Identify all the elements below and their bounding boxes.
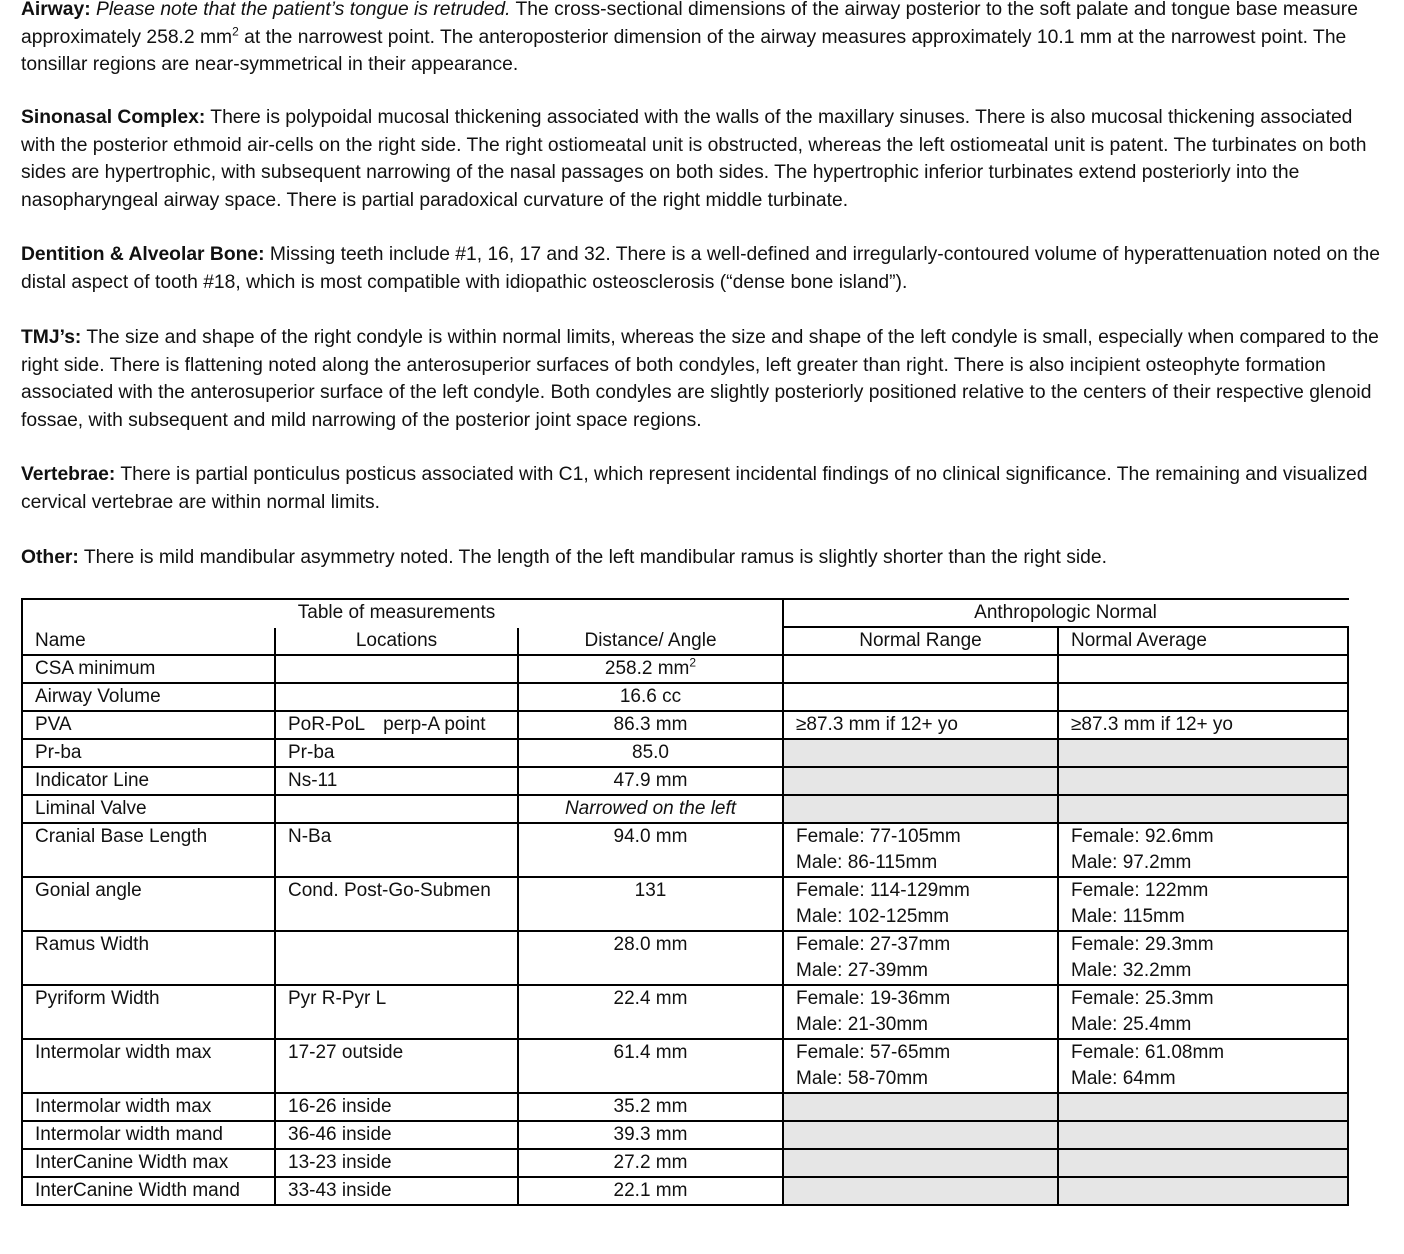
row-location: 13-23 inside [275,1149,518,1177]
table-row [22,931,1348,985]
row-range: Female: 19-36mm Male: 21-30mm [783,985,1058,1039]
table-row [22,1039,1348,1093]
row-average [1058,795,1348,823]
row-average [1058,1177,1348,1205]
row-range: ≥87.3 mm if 12+ yo [783,711,1058,739]
row-name: Gonial angle [22,877,275,931]
sinonasal-paragraph [21,104,1381,214]
dentition-heading: Dentition & Alveolar Bone: [21,244,265,265]
table-row [22,767,1348,795]
table-title: Table of measurements [275,599,518,627]
tmj-text: The size and shape of the right condyle is within normal limits, whereas the size and shape of the left condyle is small, especially when compared to the right side. There is flattening noted along the anterosuperior surfaces of both condyles, left greater than right. There is also incipient osteophyte formation associated with the anterosuperior surface of the left condyle. Both condyles are slightly posteriorly positioned relative to the centers of their respective glenoid fossae, with subsequent and mild narrowing of the posterior joint space regions. [21,327,1379,431]
row-distance: 22.1 mm [518,1177,783,1205]
row-name: Airway Volume [22,683,275,711]
row-range [783,1093,1058,1121]
col-header-name: Name [22,627,275,655]
row-distance: Narrowed on the left [518,795,783,823]
row-name: Intermolar width max [22,1093,275,1121]
row-range: Female: 57-65mm Male: 58-70mm [783,1039,1058,1093]
row-average [1058,767,1348,795]
row-distance: 258.2 $mm^2$ [518,655,783,683]
row-location: N-Ba [275,823,518,877]
vertebrae-paragraph [21,461,1381,516]
sinonasal-text: There is polypoidal mucosal thickening associated with the walls of the maxillary sinuses. There is also mucosal thickening associated with the posterior ethmoid air-cells on the right side. The right ostiomeatal unit is obstructed, whereas the left ostiomeatal unit is patent. The turbinates on both sides are hypertrophic, with subsequent narrowing of the nasal passages on both sides. The hypertrophic inferior turbinates extend posteriorly into the nasopharyngeal airway space. There is partial paradoxical curvature of the right middle turbinate. [21,107,1367,211]
row-location: Pyr R-Pyr L [275,985,518,1039]
title-spacer-cell [22,599,275,627]
table-header-row [22,627,1348,655]
table-title-row [22,599,1348,627]
table-row [22,877,1348,931]
row-average [1058,655,1348,683]
row-name: Pr-ba [22,739,275,767]
airway-text-a: The cross-sectional dimensions of the airway posterior to the soft palate and tongue base measure approximately 258.2 mm [21,0,1358,48]
row-average [1058,1121,1348,1149]
row-average: Female: 92.6mm Male: 97.2mm [1058,823,1348,877]
row-location [275,683,518,711]
row-range [783,767,1058,795]
airway-note: Please note that the patient’s tongue is retruded. [96,0,511,20]
row-average [1058,739,1348,767]
row-distance: 85.0 [518,739,783,767]
row-name: Pyriform Width [22,985,275,1039]
other-text: There is mild mandibular asymmetry noted. The length of the left mandibular ramus is slightly shorter than the right side. [78,547,1107,568]
row-location: Pr-ba [275,739,518,767]
row-range: Female: 77-105mm Male: 86-115mm [783,823,1058,877]
row-location: 36-46 inside [275,1121,518,1149]
row-location [275,655,518,683]
row-name: Ramus Width [22,931,275,985]
row-name: Intermolar width max [22,1039,275,1093]
row-location: 33-43 inside [275,1177,518,1205]
row-name: InterCanine Width max [22,1149,275,1177]
row-distance: 86.3 mm [518,711,783,739]
row-distance: 39.3 mm [518,1121,783,1149]
row-name: InterCanine Width mand [22,1177,275,1205]
col-header-distance: Distance/ Angle [518,627,783,655]
row-name: Cranial Base Length [22,823,275,877]
row-average: Female: 25.3mm Male: 25.4mm [1058,985,1348,1039]
sinonasal-heading: Sinonasal Complex: [21,107,206,128]
row-location: Ns-11 [275,767,518,795]
vertebrae-heading: Vertebrae: [21,464,116,485]
table-row [22,1177,1348,1205]
row-average: Female: 29.3mm Male: 32.2mm [1058,931,1348,985]
row-range [783,655,1058,683]
row-average: Female: 122mm Male: 115mm [1058,877,1348,931]
row-range [783,1121,1058,1149]
row-distance: 47.9 mm [518,767,783,795]
row-name: CSA minimum [22,655,275,683]
row-range: Female: 27-37mm Male: 27-39mm [783,931,1058,985]
tmj-heading: TMJ’s: [21,327,82,348]
row-distance: 22.4 mm [518,985,783,1039]
col-header-locations: Locations [275,627,518,655]
row-average [1058,1093,1348,1121]
row-location: 16-26 inside [275,1093,518,1121]
row-distance: 16.6 cc [518,683,783,711]
row-name: Intermolar width mand [22,1121,275,1149]
row-range [783,739,1058,767]
tmj-paragraph [21,324,1381,434]
table-row [22,683,1348,711]
vertebrae-text: There is partial ponticulus posticus associated with C1, which represent incidental findings of no clinical significance. The remaining and visualized cervical vertebrae are within normal limits. [21,464,1368,513]
row-distance: 61.4 mm [518,1039,783,1093]
table-row [22,711,1348,739]
row-range [783,1177,1058,1205]
row-name: Indicator Line [22,767,275,795]
row-range: Female: 114-129mm Male: 102-125mm [783,877,1058,931]
airway-paragraph [21,0,1381,79]
group-header: Anthropologic Normal [783,599,1348,627]
row-distance: 35.2 mm [518,1093,783,1121]
airway-sup: 2 [232,24,239,39]
row-distance: 131 [518,877,783,931]
table-row [22,739,1348,767]
table-row [22,823,1348,877]
other-paragraph [21,544,1381,572]
row-name: PVA [22,711,275,739]
row-average: Female: 61.08mm Male: 64mm [1058,1039,1348,1093]
table-row [22,1149,1348,1177]
row-location [275,931,518,985]
row-average [1058,1149,1348,1177]
airway-heading: Airway: [21,0,91,20]
other-heading: Other: [21,547,79,568]
row-range [783,1149,1058,1177]
col-header-average: Normal Average [1058,627,1348,655]
table-row [22,985,1348,1039]
row-distance: 27.2 mm [518,1149,783,1177]
table-row [22,655,1348,683]
table-row [22,1093,1348,1121]
dentition-paragraph [21,241,1381,296]
row-average: ≥87.3 mm if 12+ yo [1058,711,1348,739]
row-location: PoR-PoL perp-A point [275,711,518,739]
row-distance: 28.0 mm [518,931,783,985]
row-range [783,683,1058,711]
col-header-range: Normal Range [783,627,1058,655]
dentition-text: Missing teeth include #1, 16, 17 and 32. There is a well-defined and irregularly-contoured volume of hyperattenuation noted on the distal aspect of tooth #18, which is most compatible with idiopathic osteosclerosis (“dense bone island”). [21,244,1380,293]
row-location [275,795,518,823]
table-row [22,795,1348,823]
row-distance: 94.0 mm [518,823,783,877]
title-spacer-cell-2 [518,599,783,627]
airway-text-b: at the narrowest point. The anteroposterior dimension of the airway measures approximately 10.1 mm at the narrowest point. The tonsillar regions are near-symmetrical in their appearance. [21,26,1347,75]
row-location: Cond. Post-Go-Submen [275,877,518,931]
row-range [783,795,1058,823]
measurements-table [21,598,1349,1206]
row-location: 17-27 outside [275,1039,518,1093]
row-average [1058,683,1348,711]
row-name: Liminal Valve [22,795,275,823]
table-row [22,1121,1348,1149]
